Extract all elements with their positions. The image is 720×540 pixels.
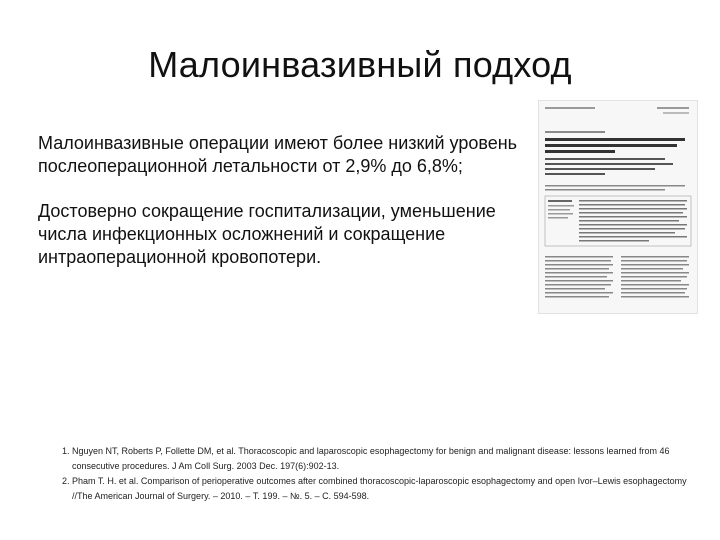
paragraph-benefits: Достоверно сокращение госпитализации, уменьшение числа инфекционных осложнений и сокращение интраоперационной кровопотери. — [38, 201, 496, 267]
article-thumbnail — [538, 100, 698, 314]
reference-item: 1. Nguyen NT, Roberts P, Follette DM, et al. Thoracoscopic and laparoscopic esophagectomy for benign and malignant disease: lessons learned from 46 consecutive procedures. J Am Coll Surg. 2003 Dec. 197(6):902-13. — [72, 444, 702, 474]
reference-item: 2. Pham T. H. et al. Comparison of perioperative outcomes after combined thoracoscopic-laparoscopic esophagectomy and open Ivor–Lewis esophagectomy //The American Journal of Surgery. – 2010. – Т. 199. – №. 5. – С. 594-598. — [72, 474, 702, 504]
slide-title: Малоинвазивный подход — [148, 44, 572, 85]
reference-list — [52, 444, 702, 504]
article-page-image — [539, 101, 697, 313]
paragraph-mortality: Малоинвазивные операции имеют более низкий уровень послеоперационной летальности от 2,9% до 6,8%; — [38, 133, 518, 176]
references — [52, 444, 702, 504]
slide-body — [38, 132, 533, 291]
